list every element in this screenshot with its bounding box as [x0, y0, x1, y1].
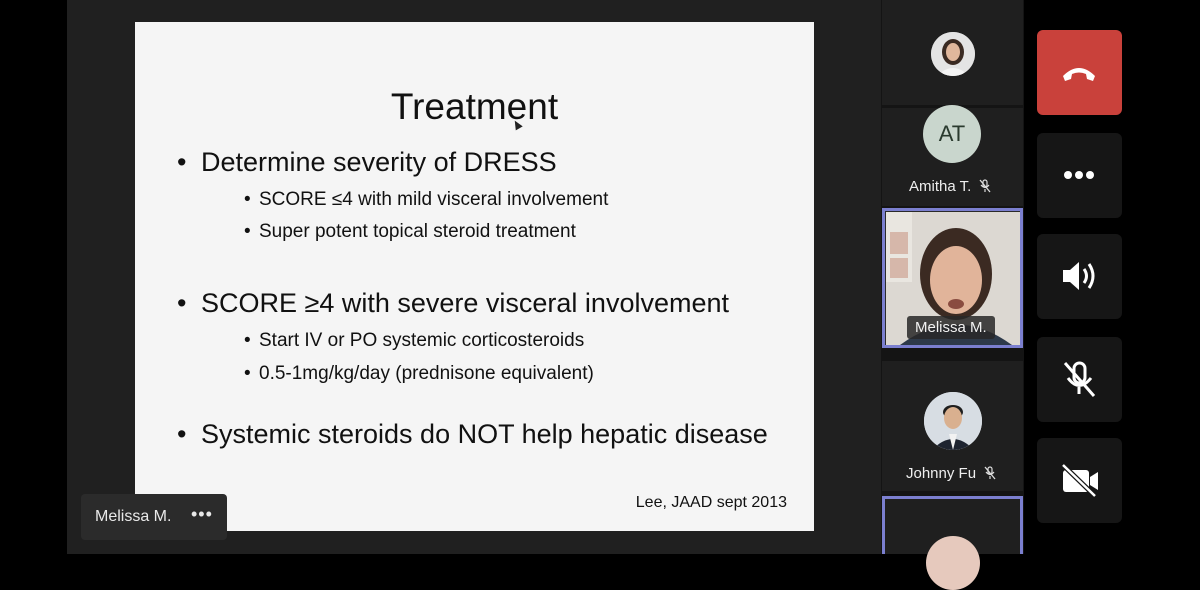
sub-bullet-2-2: • 0.5-1mg/kg/day (prednisone equivalent) [244, 363, 594, 384]
mic-off-icon [984, 466, 996, 480]
sub-bullet-1-1: • SCORE ≤4 with mild visceral involvement [244, 189, 609, 210]
bullet-1-text: Determine severity of DRESS [201, 147, 557, 177]
presenter-name: Melissa M. [95, 508, 172, 525]
sub-bullet-2-1: • Start IV or PO systemic corticosteroids [244, 330, 585, 351]
bullet-3: • Systemic steroids do NOT help hepatic disease [177, 419, 768, 449]
leave-call-button[interactable] [1037, 30, 1122, 115]
sub-bullet-text: SCORE ≤4 with mild visceral involvement [259, 189, 609, 210]
sub-bullet-text: 0.5-1mg/kg/day (prednisone equivalent) [259, 363, 594, 384]
bullet-1: • Determine severity of DRESS [177, 147, 557, 177]
participant-avatar [924, 392, 982, 450]
mic-off-icon [979, 179, 991, 193]
participant-initials-avatar: AT [923, 105, 981, 163]
presentation-slide [135, 22, 814, 531]
more-options-button[interactable] [1037, 133, 1122, 218]
participant-name-text: Amitha T. [909, 178, 972, 195]
participant-avatar [931, 32, 975, 76]
participant-name-text: Johnny Fu [906, 465, 977, 482]
camera-button[interactable] [1037, 438, 1122, 523]
participant-name-johnny [906, 465, 996, 482]
mic-off-icon [1037, 337, 1122, 422]
slide-citation: Lee, JAAD sept 2013 [635, 494, 787, 511]
camera-off-icon [1037, 438, 1122, 523]
sub-bullet-text: Start IV or PO systemic corticosteroids [259, 330, 585, 351]
presenter-name-chip[interactable] [81, 494, 227, 540]
mute-button[interactable] [1037, 337, 1122, 422]
more-icon [1037, 133, 1122, 218]
participant-name-melissa: Melissa M. [907, 316, 995, 339]
speaker-icon [1037, 234, 1122, 319]
bullet-2-text: SCORE ≥4 with severe visceral involvement [201, 288, 730, 318]
participant-name-amitha [909, 178, 991, 195]
bullet-3-text: Systemic steroids do NOT help hepatic disease [201, 419, 768, 449]
sub-bullet-text: Super potent topical steroid treatment [259, 221, 576, 242]
speaker-button[interactable] [1037, 234, 1122, 319]
participant-avatar [926, 536, 980, 590]
bullet-2: • SCORE ≥4 with severe visceral involvement [177, 288, 730, 318]
slide-title: Treatment [390, 86, 559, 127]
sub-bullet-1-2: • Super potent topical steroid treatment [244, 221, 576, 242]
phone-hangup-icon [1037, 30, 1122, 115]
presenter-more-icon[interactable]: ••• [191, 504, 213, 524]
